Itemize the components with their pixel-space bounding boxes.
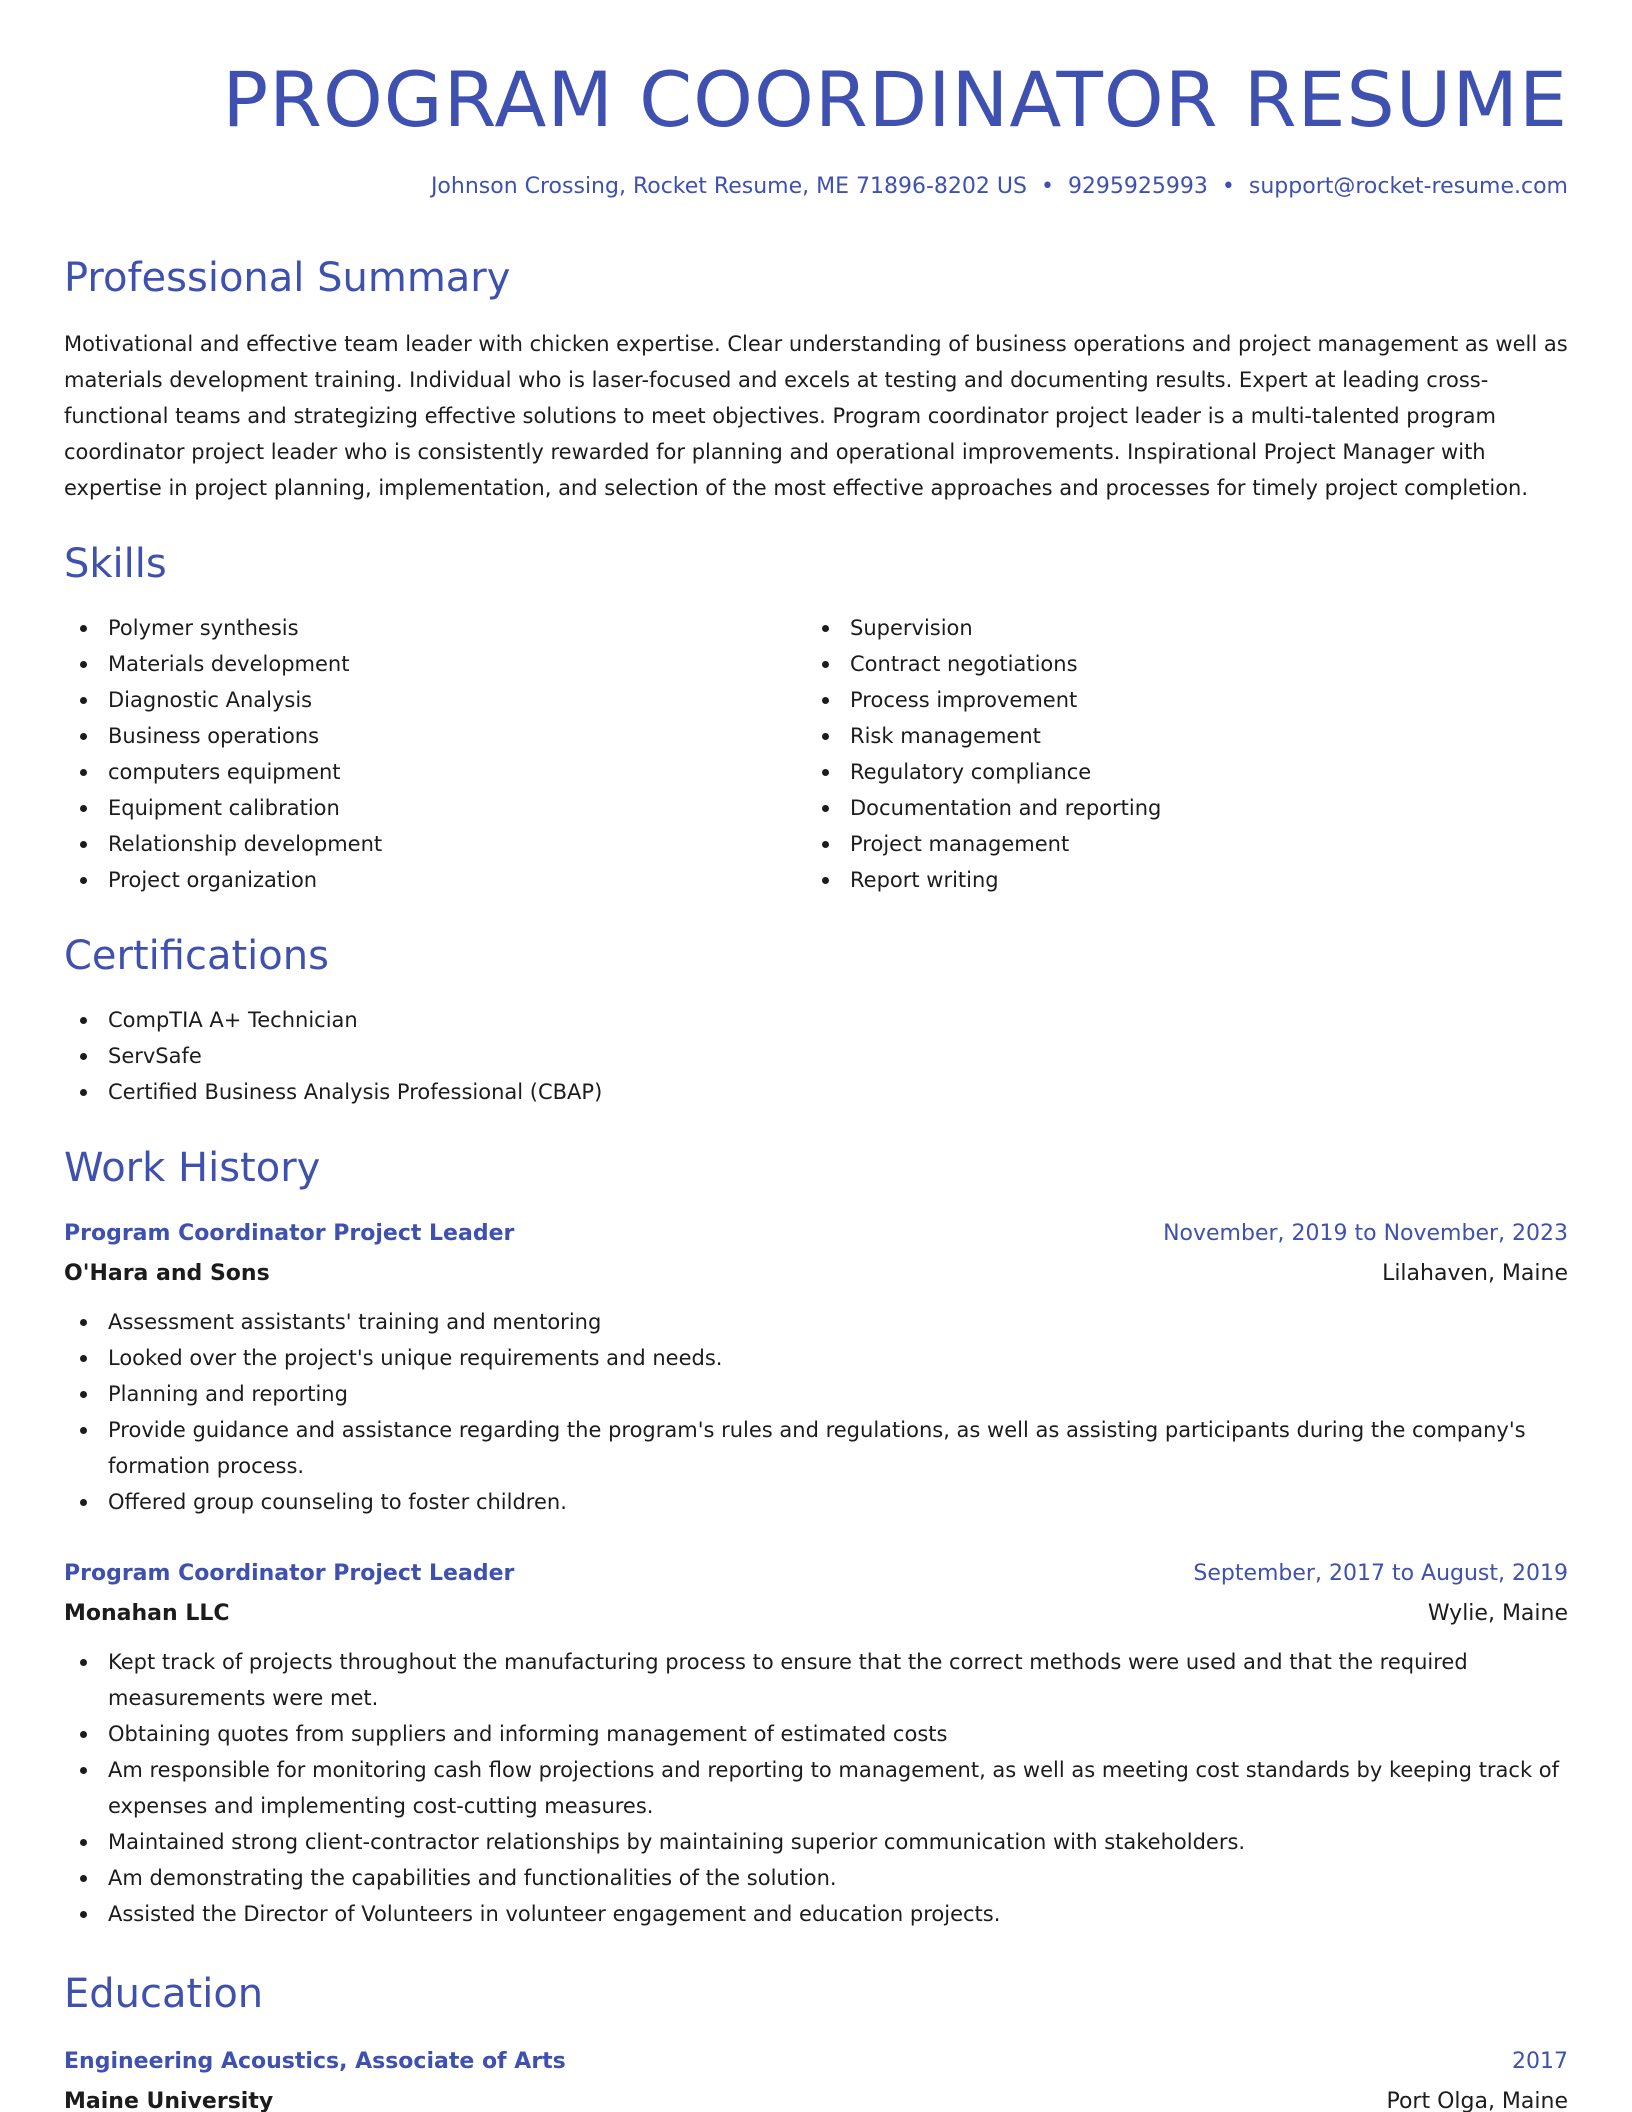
- job-duty: Assisted the Director of Volunteers in volunteer engagement and education projects.: [64, 1896, 1568, 1932]
- job-header: [64, 1214, 1568, 1254]
- skill-item: Project organization: [64, 862, 806, 898]
- job-dates: November, 2019 to November, 2023: [1163, 1221, 1568, 1246]
- job-entry: [64, 1214, 1568, 1520]
- job-location: Lilahaven, Maine: [1382, 1261, 1568, 1286]
- contact-separator: •: [1040, 174, 1054, 199]
- skills-heading: Skills: [64, 541, 167, 587]
- skills-list-right: [806, 610, 1548, 898]
- company-name: O'Hara and Sons: [64, 1261, 270, 1286]
- job-header: [64, 1554, 1568, 1594]
- job-entry: [64, 1554, 1568, 1932]
- education-header: [64, 2042, 1568, 2082]
- job-duty: Looked over the project's unique requirements and needs.: [64, 1340, 1568, 1376]
- skill-item: computers equipment: [64, 754, 806, 790]
- skills-grid: [64, 610, 1568, 898]
- education-entry: [64, 2042, 1568, 2112]
- job-duty: Provide guidance and assistance regarding the program's rules and regulations, as well as assisting participants during the company's formation process.: [64, 1412, 1568, 1484]
- skill-item: Business operations: [64, 718, 806, 754]
- education-subheader: [64, 2082, 1568, 2112]
- job-duty: Am demonstrating the capabilities and functionalities of the solution.: [64, 1860, 1568, 1896]
- job-title: Program Coordinator Project Leader: [64, 1221, 515, 1246]
- skill-item: Documentation and reporting: [806, 790, 1548, 826]
- contact-line: [64, 176, 1568, 198]
- skills-column-right: [806, 610, 1548, 898]
- job-duty: Am responsible for monitoring cash flow projections and reporting to management, as well as meeting cost standards by keeping track of expenses and implementing cost-cutting measures.: [64, 1752, 1568, 1824]
- certification-item: CompTIA A+ Technician: [64, 1002, 1568, 1038]
- certifications-heading: Certifications: [64, 933, 329, 979]
- graduation-year: 2017: [1512, 2049, 1568, 2074]
- summary-text: Motivational and effective team leader with chicken expertise. Clear understanding of business operations and project management as well as materials development training. Individual who is laser-focused and excels at testing and documenting results. Expert at leading cross-functional teams and strategizing effective solutions to meet objectives. Program coordinator project leader is a multi-talented program coordinator project leader who is consistently rewarded for planning and operational improvements. Inspirational Project Manager with expertise in project planning, implementation, and selection of the most effective approaches and processes for timely project completion.: [64, 332, 1568, 500]
- contact-separator: •: [1221, 174, 1235, 199]
- school-name: Maine University: [64, 2089, 274, 2112]
- resume-title: PROGRAM COORDINATOR RESUME: [222, 55, 1568, 144]
- skill-item: Equipment calibration: [64, 790, 806, 826]
- skill-item: Relationship development: [64, 826, 806, 862]
- school-location: Port Olga, Maine: [1386, 2089, 1568, 2112]
- skill-item: Supervision: [806, 610, 1548, 646]
- certification-item: ServSafe: [64, 1038, 1568, 1074]
- job-location: Wylie, Maine: [1427, 1601, 1568, 1626]
- job-duty: Offered group counseling to foster children.: [64, 1484, 1568, 1520]
- skill-item: Polymer synthesis: [64, 610, 806, 646]
- skills-list-left: [64, 610, 806, 898]
- job-duty: Planning and reporting: [64, 1376, 1568, 1412]
- certification-item: Certified Business Analysis Professional (CBAP): [64, 1074, 1568, 1110]
- job-duty: Obtaining quotes from suppliers and informing management of estimated costs: [64, 1716, 1568, 1752]
- skill-item: Diagnostic Analysis: [64, 682, 806, 718]
- job-duty: Assessment assistants' training and mentoring: [64, 1304, 1568, 1340]
- job-duty: Kept track of projects throughout the manufacturing process to ensure that the correct methods were used and that the required measurements were met.: [64, 1644, 1568, 1716]
- job-subheader: [64, 1254, 1568, 1294]
- skill-item: Contract negotiations: [806, 646, 1548, 682]
- job-duty: Maintained strong client-contractor relationships by maintaining superior communication with stakeholders.: [64, 1824, 1568, 1860]
- summary-heading: Professional Summary: [64, 255, 511, 301]
- job-duties-list: [64, 1304, 1568, 1520]
- degree-name: Engineering Acoustics, Associate of Arts: [64, 2049, 566, 2074]
- skill-item: Process improvement: [806, 682, 1548, 718]
- skill-item: Regulatory compliance: [806, 754, 1548, 790]
- education-heading: Education: [64, 1971, 264, 2017]
- certifications-list: [64, 1002, 1568, 1110]
- skill-item: Report writing: [806, 862, 1548, 898]
- skills-column-left: [64, 610, 806, 898]
- contact-phone: 9295925993: [1067, 174, 1208, 199]
- contact-address: Johnson Crossing, Rocket Resume, ME 71896-8202 US: [430, 174, 1027, 199]
- contact-email: support@rocket-resume.com: [1248, 174, 1568, 199]
- skill-item: Project management: [806, 826, 1548, 862]
- job-title: Program Coordinator Project Leader: [64, 1561, 515, 1586]
- skill-item: Materials development: [64, 646, 806, 682]
- skill-item: Risk management: [806, 718, 1548, 754]
- job-dates: September, 2017 to August, 2019: [1193, 1561, 1568, 1586]
- company-name: Monahan LLC: [64, 1601, 230, 1626]
- job-subheader: [64, 1594, 1568, 1634]
- work-history-heading: Work History: [64, 1145, 321, 1191]
- job-duties-list: [64, 1644, 1568, 1932]
